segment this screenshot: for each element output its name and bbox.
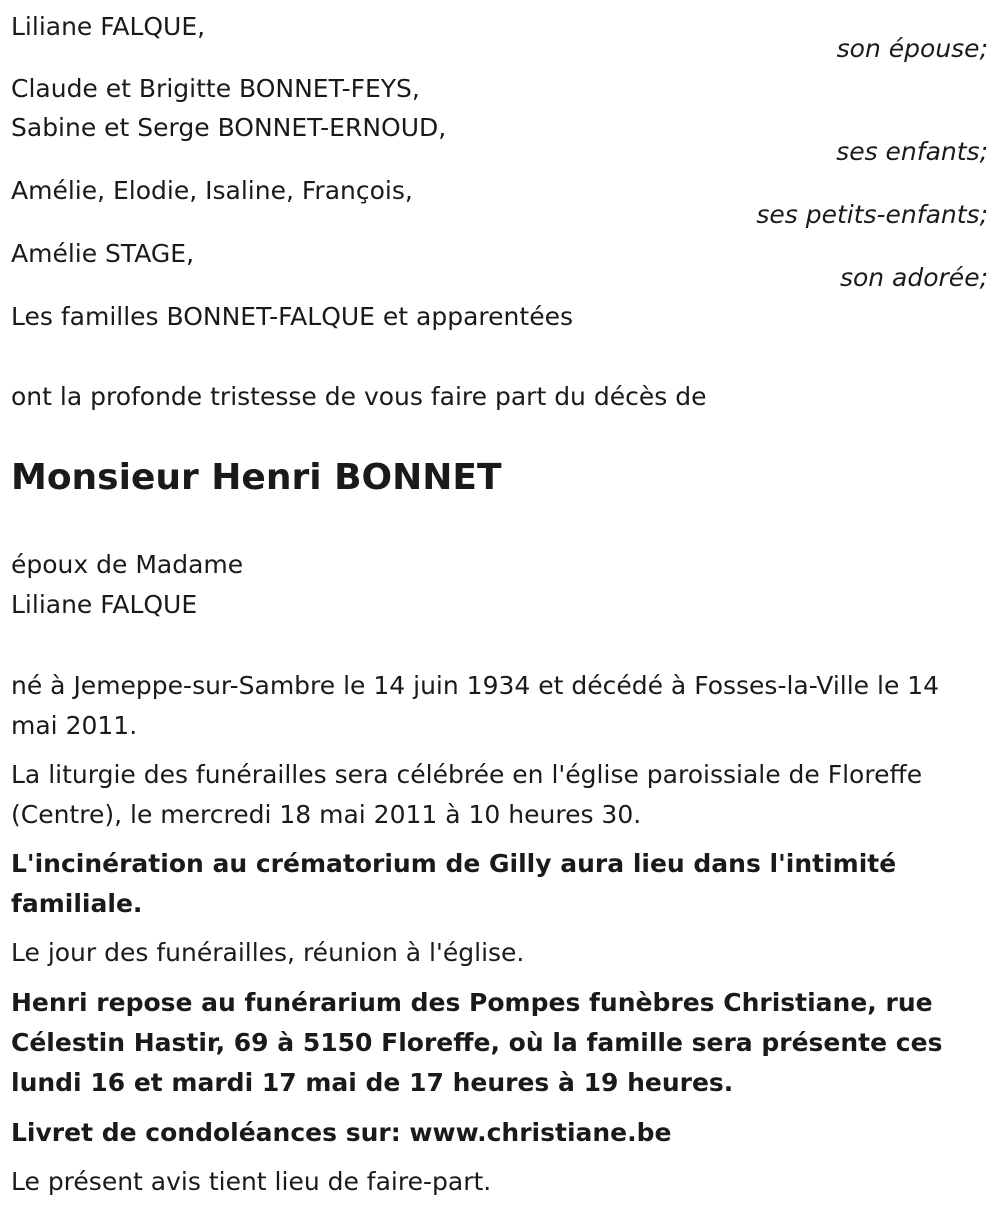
deceased-name: Monsieur Henri BONNET <box>11 457 502 498</box>
condolences-line: Livret de condoléances sur: www.christiane.be <box>11 1118 672 1147</box>
spouse-role: son épouse; <box>836 34 988 63</box>
grandchildren-names: Amélie, Elodie, Isaline, François, <box>11 176 413 205</box>
families-line: Les familles BONNET-FALQUE et apparentées <box>11 302 573 331</box>
child-line-1: Claude et Brigitte BONNET-FEYS, <box>11 74 420 103</box>
adored-role: son adorée; <box>839 263 988 292</box>
birth-death-paragraph: né à Jemeppe-sur-Sambre le 14 juin 1934 et décédé à Fosses-la-Ville le 14 mai 2011. <box>11 671 940 740</box>
spouse-name: Liliane FALQUE, <box>11 12 206 41</box>
grandchildren-role: ses petits-enfants; <box>756 200 988 229</box>
notice-line: Le présent avis tient lieu de faire-part. <box>11 1167 492 1196</box>
child-line-2: Sabine et Serge BONNET-ERNOUD, <box>11 113 447 142</box>
liturgy-paragraph: La liturgie des funérailles sera célébrée en l'église paroissiale de Floreffe (Centre), le mercredi 18 mai 2011 à 10 heures 30. <box>11 760 923 829</box>
spouse-of-line-1: époux de Madame <box>11 550 244 579</box>
announcement-text: ont la profonde tristesse de vous faire part du décès de <box>11 382 707 411</box>
meeting-paragraph: Le jour des funérailles, réunion à l'église. <box>11 938 525 967</box>
funerarium-paragraph: Henri repose au funérarium des Pompes funèbres Christiane, rue Célestin Hastir, 69 à 5150 Floreffe, où la famille sera présente ces lundi 16 et mardi 17 mai de 17 heures à 19 heures. <box>11 988 943 1097</box>
cremation-paragraph: L'incinération au crématorium de Gilly aura lieu dans l'intimité familiale. <box>11 849 897 918</box>
spouse-of-line-2: Liliane FALQUE <box>11 590 198 619</box>
children-role: ses enfants; <box>836 137 988 166</box>
adored-name: Amélie STAGE, <box>11 239 195 268</box>
